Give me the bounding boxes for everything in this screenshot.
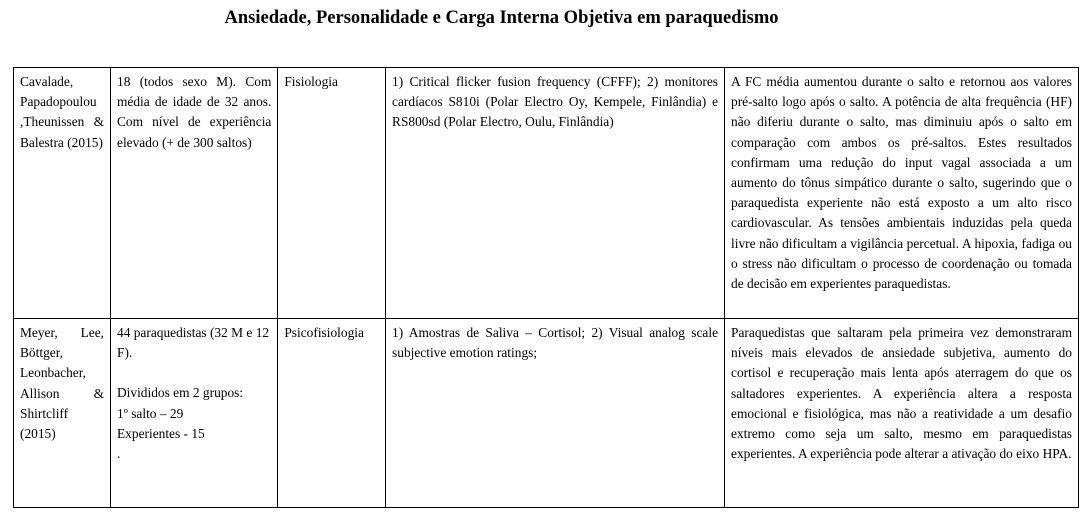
table-row (14, 68, 1079, 319)
authors-cell: Meyer, Lee, Böttger, Leonbacher, Allison & Shirtcliff (2015) (14, 319, 111, 508)
instruments-cell: 1) Amostras de Saliva – Cortisol; 2) Visual analog scale subjective emotion ratings; (386, 319, 725, 508)
sample-line: Experientes - 15 (117, 425, 205, 441)
type-cell: Fisiologia (278, 68, 386, 319)
authors-cell: Cavalade, Papadopoulou ,Theunissen & Balestra (2015) (14, 68, 111, 319)
results-cell: A FC média aumentou durante o salto e retornou aos valores pré-salto logo após o salto. A potência de alta frequência (HF) não diferiu durante o salto, mas diminuiu após o salto em comparação com ambos os pré-saltos. Estes resultados confirmam uma redução do input vagal associada a um aumento do tônus simpático durante o salto, sugerindo que o paraquedista experiente não está exposto a um alto risco cardiovascular. As tensões ambientais induzidas pela queda livre não dificultam a vigilância percetual. A hipoxia, fadiga ou o stress não dificultam o processo de coordenação ou tomada de decisão em experientes paraquedistas. (725, 68, 1079, 319)
sample-line: 1º salto – 29 (117, 405, 184, 421)
literature-table (13, 67, 1079, 508)
type-cell: Psicofisiologia (278, 319, 386, 508)
sample-line: Divididos em 2 grupos: (117, 385, 244, 401)
results-cell: Paraquedistas que saltaram pela primeira vez demonstraram níveis mais elevados de ansiedade subjetiva, aumento do cortisol e recuperação mais lenta após aterragem do que os saltadores experientes. A experiência altera a resposta emocional e fisiológica, mas não a reatividade a um desafio extremo como seja um salto, mesmo em paraquedistas experientes. A experiência pode alterar a ativação do eixo HPA. (725, 319, 1079, 508)
table-row (14, 319, 1079, 508)
sample-line-spacer (117, 363, 271, 383)
sample-cell (111, 319, 278, 508)
instruments-cell: 1) Critical flicker fusion frequency (CFFF); 2) monitores cardíacos S810i (Polar Electro Oy, Kempele, Finlândia) e RS800sd (Polar Electro, Oulu, Finlândia) (386, 68, 725, 319)
sample-line: 44 paraquedistas (32 M e 12 F). (117, 325, 270, 361)
document-title: Ansiedade, Personalidade e Carga Interna Objetiva em paraquedismo (224, 8, 779, 28)
sample-line: . (117, 446, 121, 462)
sample-cell: 18 (todos sexo M). Com média de idade de 32 anos. Com nível de experiência elevado (+ de 300 saltos) (111, 68, 278, 319)
